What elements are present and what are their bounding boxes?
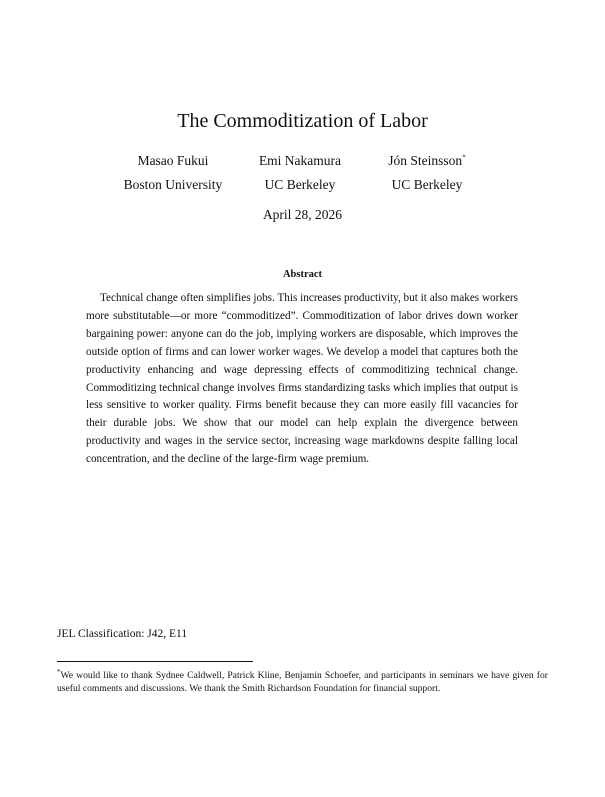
author-affiliation: UC Berkeley [391,177,463,192]
footnote-text: We would like to thank Sydnee Caldwell, Patrick Kline, Benjamin Schoefer, and participants in seminars we have given for useful comments and discussions. We thank the Smith Richardson Foundation for financial support. [57,670,548,695]
paper-title: The Commoditization of Labor [177,110,428,132]
jel-classification: JEL Classification: J42, E11 [57,628,188,640]
author-3 [327,153,527,193]
author-affiliation: UC Berkeley [264,177,336,192]
author-name: Masao Fukui [137,153,209,168]
footnote-divider [57,661,253,662]
author-affiliation: Boston University [123,177,223,192]
abstract-text: Technical change often simplifies jobs. This increases productivity, but it also makes workers more substitutable—or more “commoditized”. Commoditization of labor drives down worker bargaining power: anyone can do the job, implying workers are disposable, which improves the outside option of firms and can lower worker wages. We develop a model that captures both the productivity enhancing and wage depressing effects of commoditizing technical change. Commoditizing technical change involves firms standardizing tasks which implies that output is less sensitive to worker quality. Firms benefit because they can more easily fill vacancies for their durable jobs. We show that our model can help explain the divergence between productivity and wages in the service sector, increasing wage markdowns despite falling local concentration, and the decline of the large-firm wage premium. [86,292,518,466]
paper-date: April 28, 2026 [262,207,343,222]
author-name: Emi Nakamura [258,153,342,168]
author-name: Jón Steinsson* [388,153,466,168]
abstract-heading: Abstract [282,269,323,280]
footnote-mark: * [57,668,61,676]
footnote [57,666,548,695]
